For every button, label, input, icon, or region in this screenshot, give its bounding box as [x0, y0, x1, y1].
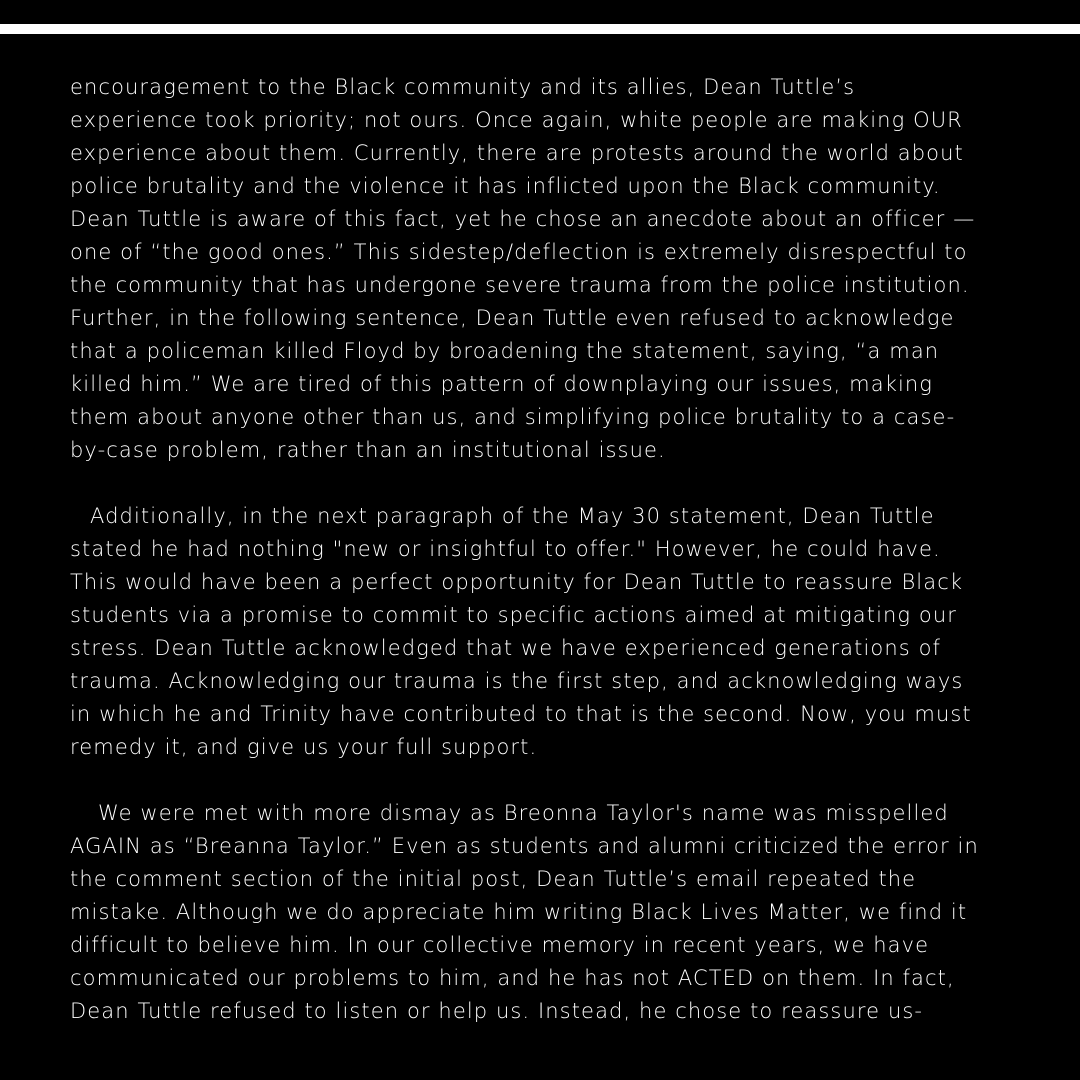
text-line: by-case problem, rather than an institutional issue. — [70, 438, 666, 462]
paragraph-3 — [70, 797, 1015, 1028]
text-line: Further, in the following sentence, Dean Tuttle even refused to acknowledge — [70, 306, 955, 330]
text-line: experience about them. Currently, there are protests around the world about — [70, 141, 964, 165]
text-line: encouragement to the Black community and its allies, Dean Tuttle’s — [70, 75, 856, 99]
text-line: AGAIN as “Breanna Taylor.” Even as students and alumni criticized the error in — [70, 834, 979, 858]
text-line: one of “the good ones.” This sidestep/deflection is extremely disrespectful to — [70, 240, 968, 264]
text-line: in which he and Trinity have contributed to that is the second. Now, you must — [70, 702, 972, 726]
text-line: mistake. Although we do appreciate him writing Black Lives Matter, we find it — [70, 900, 968, 924]
text-line: the comment section of the initial post, Dean Tuttle’s email repeated the — [70, 867, 917, 891]
text-line: Dean Tuttle refused to listen or help us. Instead, he chose to reassure us- — [70, 999, 924, 1023]
text-line: experience took priority; not ours. Once again, white people are making OUR — [70, 108, 963, 132]
text-line: police brutality and the violence it has inflicted upon the Black community. — [70, 174, 941, 198]
text-line: killed him.” We are tired of this pattern of downplaying our issues, making — [70, 372, 933, 396]
text-line: This would have been a perfect opportunity for Dean Tuttle to reassure Black — [70, 570, 964, 594]
statement-text — [70, 71, 1015, 1061]
top-divider-rule — [0, 24, 1080, 34]
text-line: students via a promise to commit to specific actions aimed at mitigating our — [70, 603, 958, 627]
text-line: stated he had nothing "new or insightful to offer." However, he could have. — [70, 537, 941, 561]
text-line: communicated our problems to him, and he has not ACTED on them. In fact, — [70, 966, 955, 990]
text-line: difficult to believe him. In our collective memory in recent years, we have — [70, 933, 930, 957]
paragraph-2 — [70, 500, 1015, 764]
text-line: Additionally, in the next paragraph of the May 30 statement, Dean Tuttle — [90, 504, 935, 528]
paragraph-1 — [70, 71, 1015, 467]
text-line: them about anyone other than us, and simplifying police brutality to a case- — [70, 405, 956, 429]
text-line: Dean Tuttle is aware of this fact, yet he chose an anecdote about an officer — — [70, 207, 976, 231]
text-line: We were met with more dismay as Breonna Taylor's name was misspelled — [98, 801, 949, 825]
text-line: stress. Dean Tuttle acknowledged that we have experienced generations of — [70, 636, 942, 660]
text-line: trauma. Acknowledging our trauma is the first step, and acknowledging ways — [70, 669, 964, 693]
text-line: remedy it, and give us your full support. — [70, 735, 538, 759]
text-line: that a policeman killed Floyd by broadening the statement, saying, “a man — [70, 339, 940, 363]
text-line: the community that has undergone severe trauma from the police institution. — [70, 273, 970, 297]
